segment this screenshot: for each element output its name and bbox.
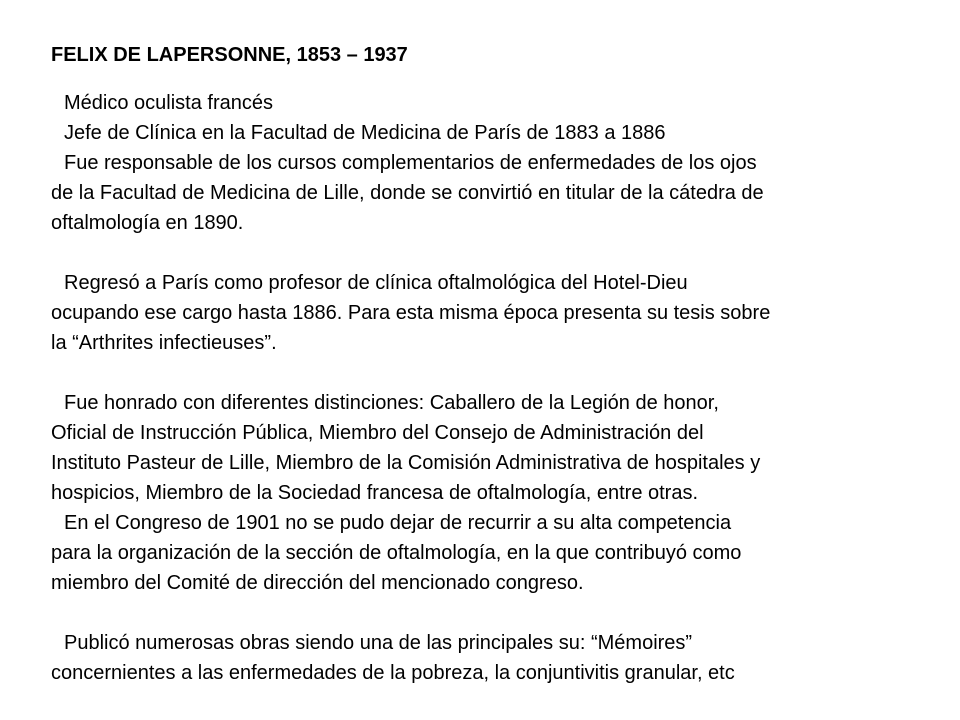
paragraph-occupation — [51, 88, 931, 118]
text-line: Jefe de Clínica en la Facultad de Medicina de París de 1883 a 1886 — [64, 122, 666, 144]
text-line: Regresó a París como profesor de clínica oftalmológica del Hotel-Dieu — [64, 272, 688, 294]
page-title: FELIX DE LAPERSONNE, 1853 – 1937 — [51, 44, 408, 66]
text-line: de la Facultad de Medicina de Lille, donde se convirtió en titular de la cátedra de — [51, 182, 764, 204]
paragraph-spacer — [51, 358, 931, 388]
text-line: oftalmología en 1890. — [51, 212, 244, 234]
text-line: para la organización de la sección de oftalmología, en la que contribuyó como — [51, 542, 742, 564]
paragraph-lille — [51, 148, 931, 238]
text-line: concernientes a las enfermedades de la pobreza, la conjuntivitis granular, etc — [51, 662, 735, 684]
text-line: En el Congreso de 1901 no se pudo dejar de recurrir a su alta competencia — [64, 512, 732, 534]
text-line: Publicó numerosas obras siendo una de las principales su: “Mémoires” — [64, 632, 693, 654]
slide-content — [51, 40, 931, 688]
text-line: Fue responsable de los cursos complementarios de enfermedades de los ojos — [64, 152, 757, 174]
text-line: Fue honrado con diferentes distinciones: Caballero de la Legión de honor, — [64, 392, 719, 414]
text-line: ocupando ese cargo hasta 1886. Para esta misma época presenta su tesis sobre — [51, 302, 771, 324]
text-line: miembro del Comité de dirección del mencionado congreso. — [51, 572, 584, 594]
text-line: Oficial de Instrucción Pública, Miembro del Consejo de Administración del — [51, 422, 704, 444]
paragraph-spacer — [51, 238, 931, 268]
text-line: hospicios, Miembro de la Sociedad francesa de oftalmología, entre otras. — [51, 482, 699, 504]
text-line: la “Arthrites infectieuses”. — [51, 332, 277, 354]
text-line: Médico oculista francés — [64, 92, 273, 114]
paragraph-spacer — [51, 598, 931, 628]
paragraph-publications — [51, 628, 931, 688]
paragraph-honors — [51, 388, 931, 508]
paragraph-paris — [51, 268, 931, 358]
text-line: Instituto Pasteur de Lille, Miembro de la Comisión Administrativa de hospitales y — [51, 452, 761, 474]
paragraph-clinic-chief — [51, 118, 931, 148]
paragraph-congress — [51, 508, 931, 598]
